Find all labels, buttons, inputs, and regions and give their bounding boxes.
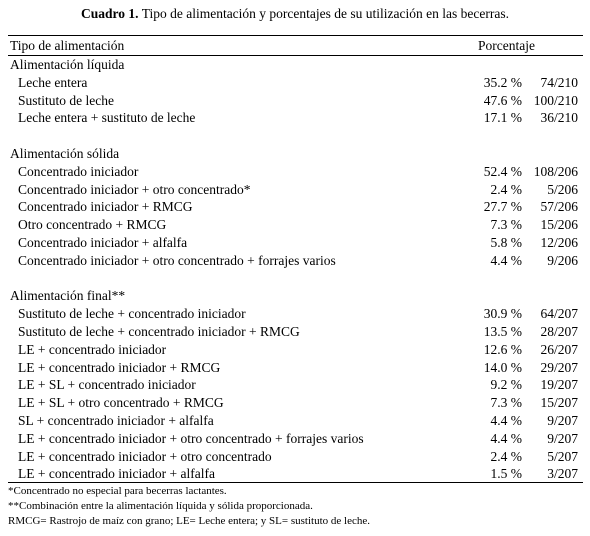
row-label: LE + concentrado iniciador + RMCG [18, 359, 221, 375]
table-row [8, 74, 583, 92]
row-percent: 7.3 % [490, 395, 522, 411]
table-row [8, 430, 583, 448]
table-header [8, 38, 583, 54]
row-fraction: 64/207 [540, 306, 578, 322]
row-percent: 17.1 % [483, 110, 522, 126]
row-fraction: 29/207 [540, 359, 578, 375]
row-percent: 5.8 % [490, 234, 522, 250]
row-fraction: 15/206 [540, 217, 578, 233]
row-fraction: 9/207 [547, 412, 578, 428]
header-tipo: Tipo de alimentación [10, 38, 125, 53]
table-row [8, 234, 583, 252]
footnote-1: *Concentrado no especial para becerras lactantes. [8, 485, 227, 497]
header-porcentaje: Porcentaje [478, 38, 535, 53]
row-percent: 2.4 % [490, 448, 522, 464]
row-fraction: 12/206 [540, 234, 578, 250]
row-percent: 35.2 % [483, 74, 522, 90]
row-fraction: 3/207 [547, 466, 578, 482]
table-row [8, 359, 583, 377]
row-percent: 12.6 % [483, 341, 522, 357]
caption-text: Tipo de alimentación y porcentajes de su utilización en las becerras. [138, 6, 509, 21]
row-label: SL + concentrado iniciador + alfalfa [18, 412, 214, 428]
row-fraction: 15/207 [540, 395, 578, 411]
row-percent: 14.0 % [483, 359, 522, 375]
footnote-2: **Combinación entre la alimentación líquida y sólida proporcionada. [8, 500, 313, 512]
row-label: Leche entera [18, 74, 88, 90]
row-percent: 2.4 % [490, 181, 522, 197]
row-label: Concentrado iniciador + otro concentrado + forrajes varios [18, 252, 336, 268]
table-row [8, 92, 583, 110]
table-row [8, 216, 583, 234]
section-label: Alimentación final** [10, 288, 126, 304]
row-fraction: 108/206 [533, 163, 578, 179]
table-row [8, 181, 583, 199]
row-percent: 13.5 % [483, 323, 522, 339]
table-row [8, 252, 583, 270]
row-fraction: 9/206 [547, 252, 578, 268]
spacer-row [8, 270, 583, 288]
row-label: LE + concentrado iniciador + alfalfa [18, 466, 216, 482]
table-row [8, 163, 583, 181]
row-fraction: 19/207 [540, 377, 578, 393]
table-body [8, 56, 583, 483]
row-fraction: 26/207 [540, 341, 578, 357]
table-row [8, 341, 583, 359]
section-label: Alimentación líquida [10, 57, 125, 72]
row-percent: 27.7 % [483, 199, 522, 215]
row-percent: 9.2 % [490, 377, 522, 393]
table-row [8, 465, 583, 483]
row-label: LE + SL + concentrado iniciador [18, 377, 196, 393]
row-percent: 4.4 % [490, 430, 522, 446]
row-fraction: 5/206 [547, 181, 578, 197]
section-label: Alimentación sólida [10, 145, 120, 161]
footnote-3: RMCG= Rastrojo de maíz con grano; LE= Leche entera; y SL= sustituto de leche. [8, 515, 370, 527]
table-footnotes [8, 484, 583, 529]
bottom-rule [8, 482, 583, 483]
row-fraction: 36/210 [540, 110, 578, 126]
section-header-row [8, 287, 583, 305]
top-rule [8, 35, 583, 36]
row-label: Sustituto de leche + concentrado iniciador + RMCG [18, 323, 300, 339]
row-percent: 47.6 % [483, 92, 522, 108]
row-label: Concentrado iniciador + otro concentrado* [18, 181, 251, 197]
row-label: LE + concentrado iniciador + otro concentrado + forrajes varios [18, 430, 364, 446]
table-row [8, 305, 583, 323]
row-label: Otro concentrado + RMCG [18, 217, 167, 233]
row-percent: 52.4 % [483, 163, 522, 179]
row-percent: 4.4 % [490, 252, 522, 268]
row-percent: 1.5 % [490, 466, 522, 482]
row-label: Concentrado iniciador + alfalfa [18, 234, 188, 250]
table-caption [0, 6, 590, 22]
table-row [8, 109, 583, 127]
row-label: LE + concentrado iniciador + otro concentrado [18, 448, 272, 464]
table-row [8, 394, 583, 412]
row-fraction: 28/207 [540, 323, 578, 339]
row-label: Sustituto de leche + concentrado iniciador [18, 306, 246, 322]
row-label: Sustituto de leche [18, 92, 114, 108]
row-label: Leche entera + sustituto de leche [18, 110, 196, 126]
table-row [8, 412, 583, 430]
row-percent: 30.9 % [483, 306, 522, 322]
row-label: LE + SL + otro concentrado + RMCG [18, 395, 224, 411]
spacer-row [8, 127, 583, 145]
row-label: Concentrado iniciador + RMCG [18, 199, 193, 215]
caption-label: Cuadro 1. [81, 6, 139, 21]
section-header-row [8, 56, 583, 74]
row-percent: 7.3 % [490, 217, 522, 233]
table-row [8, 448, 583, 466]
table-row [8, 323, 583, 341]
row-percent: 4.4 % [490, 412, 522, 428]
table-row [8, 198, 583, 216]
row-fraction: 57/206 [540, 199, 578, 215]
row-fraction: 9/207 [547, 430, 578, 446]
row-fraction: 74/210 [540, 74, 578, 90]
section-header-row [8, 145, 583, 163]
row-fraction: 5/207 [547, 448, 578, 464]
row-label: LE + concentrado iniciador [18, 341, 167, 357]
row-label: Concentrado iniciador [18, 163, 139, 179]
table-row [8, 376, 583, 394]
row-fraction: 100/210 [533, 92, 578, 108]
